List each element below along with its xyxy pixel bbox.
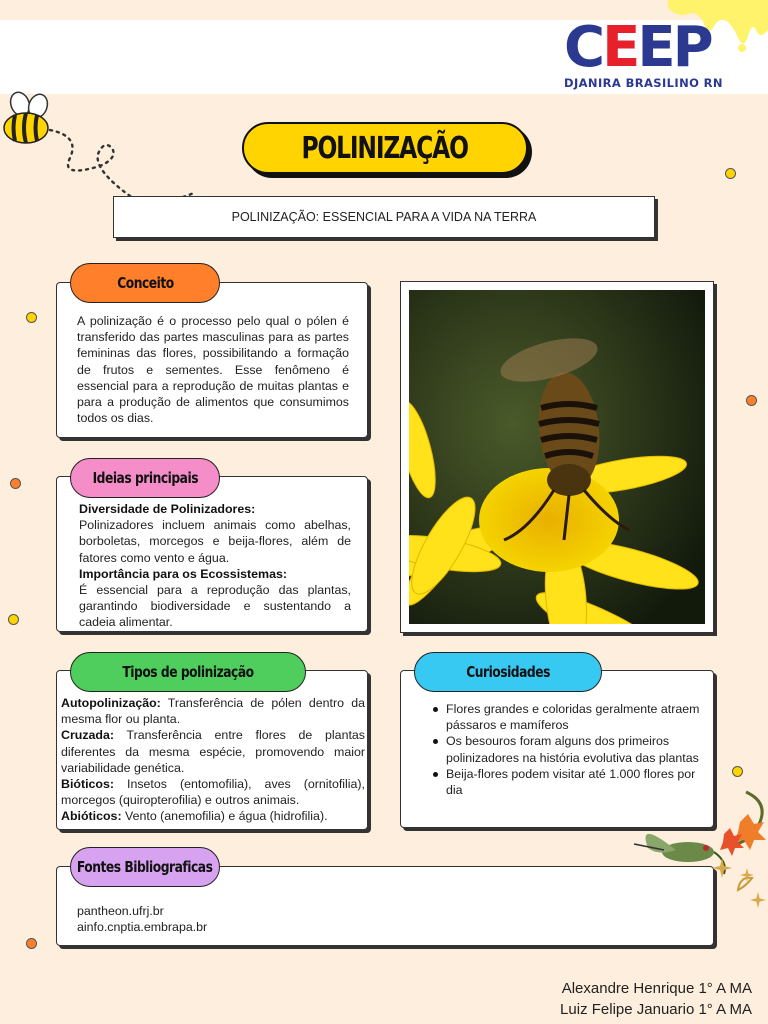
ideias-card [56, 476, 368, 632]
sparkle-icon [712, 858, 732, 878]
authors [560, 978, 752, 1020]
conceito-label-pill [70, 263, 220, 303]
tipos-item-3: Bióticos: Insetos (entomofilia), aves (ornitofilia), morcegos (quiropterofilia) e outros animais. [61, 777, 365, 808]
author-2: Luiz Felipe Januario 1° A MA [560, 1001, 752, 1018]
decor-dot [732, 766, 743, 777]
logo-wordmark: CEEP [564, 15, 711, 80]
page-title: POLINIZAÇÃO [301, 130, 469, 166]
tipos-card [56, 670, 368, 830]
decor-dot [26, 312, 37, 323]
fontes-link-1: pantheon.ufrj.br [77, 904, 164, 918]
tipos-content [61, 695, 365, 825]
list-item: Os besouros foram alguns dos primeiros polinizadores na história evolutiva das plantas [431, 733, 701, 765]
ideias-paragraph-2: É essencial para a reprodução das plantas, garantindo biodiversidade e sustentando a cadeia alimentar. [79, 583, 351, 630]
decor-dot [725, 168, 736, 179]
subtitle-text: POLINIZAÇÃO: ESSENCIAL PARA A VIDA NA TERRA [231, 210, 537, 224]
list-item: Flores grandes e coloridas geralmente atraem pássaros e mamíferos [431, 701, 701, 733]
conceito-label: Conceito [116, 274, 174, 292]
author-1: Alexandre Henrique 1° A MA [561, 980, 752, 997]
sparkle-icon [750, 892, 766, 908]
hummingbird-flower-icon [628, 782, 768, 902]
fontes-label-pill [70, 847, 220, 887]
tipos-label-pill [70, 652, 306, 692]
fontes-links [77, 903, 207, 935]
ideias-heading-2: Importância para os Ecossistemas: [79, 566, 287, 581]
tipos-item-2: Cruzada: Transferência entre flores de plantas diferentes da mesma espécie, promovendo maior variabilidade genética. [61, 728, 365, 775]
tipos-item-4: Abióticos: Vento (anemofilia) e água (hidrofilia). [61, 809, 328, 824]
bee-on-flower-photo [409, 290, 705, 624]
sparkle-icon [740, 868, 754, 882]
bee-icon [0, 88, 210, 213]
decor-dot [10, 478, 21, 489]
ideias-paragraph-1: Polinizadores incluem animais como abelhas, borboletas, morcegos e beija-flores, além de fatores como vento e água. [79, 518, 351, 565]
conceito-text: A polinização é o processo pelo qual o pólen é transferido das partes masculinas para as partes femininas das flores, possibilitando a formação de frutos e sementes. Esse fenômeno é essencial para a reprodução de muitas plantas e para a produção de alimentos que consumimos todos os dias. [77, 314, 349, 426]
subtitle-box [113, 196, 655, 238]
decor-dot [746, 395, 757, 406]
curiosidades-label-pill [414, 652, 602, 692]
conceito-card [56, 282, 368, 438]
tipos-item-1: Autopolinização: Transferência de pólen dentro da mesma flor ou planta. [61, 696, 365, 727]
school-logo [564, 15, 746, 92]
ideias-label: Ideias principais [92, 469, 198, 487]
ideias-heading-1: Diversidade de Polinizadores: [79, 502, 256, 516]
ideias-content [79, 501, 351, 631]
tipos-label: Tipos de polinização [122, 663, 254, 681]
ideias-label-pill [70, 458, 220, 498]
curiosidades-label: Curiosidades [466, 663, 550, 681]
decor-dot [26, 938, 37, 949]
fontes-label: Fontes Bibliograficas [77, 858, 213, 876]
title-banner [242, 122, 528, 174]
decor-dot [8, 614, 19, 625]
fontes-link-2: ainfo.cnptia.embrapa.br [77, 920, 208, 935]
list-item: Beija-flores podem visitar até 1.000 flores por dia [431, 766, 701, 798]
logo-subtitle: DJANIRA BRASILINO RN [564, 76, 723, 90]
